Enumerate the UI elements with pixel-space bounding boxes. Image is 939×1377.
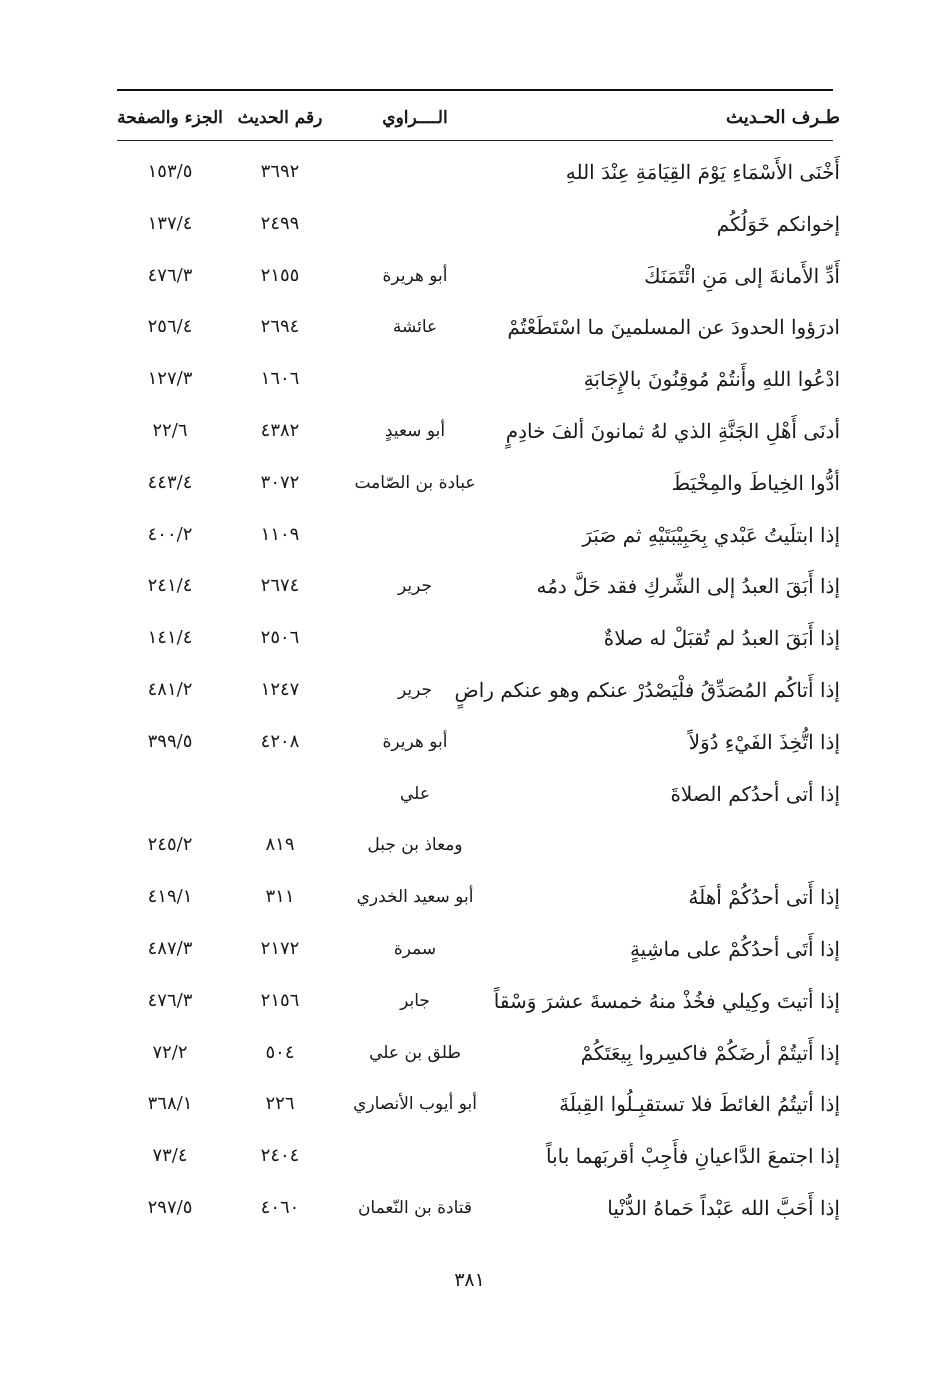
narrator: أبو هريرة: [382, 265, 448, 286]
volume-page: ٤٤٣/٤: [147, 471, 193, 493]
volume-page: ٧٢/٢: [152, 1041, 188, 1063]
hadith-text: إذا أتى أحدُكم الصلاةَ: [670, 781, 840, 806]
table-row: [110, 720, 840, 772]
volume-page: ٢٢/٦: [152, 419, 188, 441]
hadith-text: أدنَى أَهْلِ الجَنَّةِ الذي لهُ ثمانونَ ألفَ خادِمٍ: [505, 418, 840, 443]
volume-page: ٤٨٧/٣: [147, 937, 193, 959]
hadith-number: ٨١٩: [265, 834, 295, 856]
narrator: جرير: [398, 576, 432, 597]
volume-page: ٢٩٧/٥: [147, 1196, 193, 1218]
table-header: [110, 100, 840, 136]
table-row: [110, 1031, 840, 1083]
hadith-text: إذا أَحَبَّ الله عَبْداً حَماهُ الدُّنْيا: [607, 1195, 840, 1220]
volume-page: [110, 776, 230, 812]
hadith-text: أَخْنَى الأَسْمَاءِ يَوْمَ القِيَامَةِ عِنْدَ اللهِ: [565, 160, 840, 184]
hadith-text: إذا أَبَقَ العبدُ لم تُقبَلْ له صلاةٌ: [603, 626, 840, 651]
narrator: أبو هريرة: [382, 731, 448, 752]
hadith-number: ٤٢٠٨: [260, 730, 300, 752]
header-number: رقم الحديث: [237, 108, 323, 128]
volume-page: ٤٧٦/٣: [147, 264, 193, 286]
narrator: [335, 1138, 495, 1174]
narrator: سمرة: [393, 938, 437, 959]
narrator: جابر: [400, 990, 430, 1011]
hadith-text: إخوانكم خَوَلُكُم: [716, 211, 840, 236]
table-row: [110, 150, 840, 202]
table-row: [110, 927, 840, 979]
narrator: قتادة بن النّعمان: [357, 1197, 473, 1218]
table-row: [110, 305, 840, 357]
table-row: [110, 616, 840, 668]
table-row: [110, 357, 840, 409]
narrator: طلق بن علي: [369, 1042, 461, 1063]
volume-page: ٧٣/٤: [152, 1145, 188, 1167]
table-row: [110, 1082, 840, 1134]
narrator: عبادة بن الصّامت: [354, 472, 476, 493]
volume-page: ٤٨١/٢: [147, 678, 193, 700]
hadith-number: ١٦٠٦: [260, 368, 300, 390]
table-row: [110, 202, 840, 254]
narrator: أبو أيوب الأنصاري: [353, 1094, 477, 1115]
narrator: عائشة: [392, 317, 438, 338]
hadith-text: ادْعُوا اللهِ وأَنتُمْ مُوقِنُونَ بالإِجَابَةِ: [583, 367, 840, 392]
narrator: [335, 206, 495, 242]
volume-page: ٤٠٠/٢: [147, 523, 193, 545]
table-row: [110, 772, 840, 824]
hadith-text: إذا أتيتَ وكِيلي فخُذْ منهُ خمسةَ عشرَ وَسْقاً: [493, 988, 840, 1013]
hadith-number: ٢٤٠٤: [260, 1145, 300, 1167]
volume-page: ٢٤١/٤: [147, 575, 193, 597]
table-row: [110, 254, 840, 306]
hadith-number: ٢١٥٥: [260, 264, 300, 286]
header-rawi: الــــراوي: [382, 108, 448, 128]
table-row: [110, 461, 840, 513]
hadith-number: ٥٠٤: [265, 1041, 295, 1063]
narrator: ومعاذ بن جبل: [367, 835, 463, 856]
table-row: [110, 513, 840, 565]
header-hadith: طـرف الحـديث: [726, 107, 840, 128]
hadith-number: ٤٠٦٠: [260, 1196, 300, 1218]
table-row: [110, 875, 840, 927]
volume-page: ١٣٧/٤: [147, 212, 193, 234]
hadith-index-table: [110, 150, 840, 1238]
hadith-text: إذا اجتمعَ الدَّاعيانِ فأَجِبْ أقربَهما باباً: [546, 1144, 840, 1169]
volume-page: ٢٤٥/٢: [147, 834, 193, 856]
narrator: [335, 620, 495, 656]
table-row: [110, 979, 840, 1031]
hadith-number: ٢١٧٢: [260, 937, 300, 959]
hadith-text: إذا أَتى أحدُكُمْ أهلَهُ: [688, 885, 840, 910]
table-row: [110, 668, 840, 720]
hadith-text: إذا أَتَى أحدُكُمْ على ماشِيةٍ: [629, 936, 840, 961]
volume-page: ١٤١/٤: [147, 627, 193, 649]
hadith-text: أدُّوا الخِياطَ والمِخْيَطَ: [671, 470, 840, 495]
volume-page: ٢٥٦/٤: [147, 316, 193, 338]
hadith-number: ٣١١: [265, 886, 295, 908]
narrator: [335, 517, 495, 553]
hadith-number: ١١٠٩: [260, 523, 300, 545]
volume-page: ٣٩٩/٥: [147, 730, 193, 752]
header-volume-page: الجزء والصفحة: [117, 108, 223, 128]
hadith-number: ٣٦٩٢: [260, 161, 300, 182]
hadith-text: إذا أَبَقَ العبدُ إلى الشِّركِ فقد حَلَّ دمُه: [536, 574, 840, 599]
volume-page: ٣٦٨/١: [147, 1093, 193, 1115]
hadith-number: ٢٦٧٤: [260, 575, 300, 597]
page-number: ٣٨١: [454, 1269, 485, 1291]
hadith-text: إذا أتيتُمُ الغائطَ فلا تستقبِـلُوا القِبلَةَ: [559, 1092, 840, 1117]
volume-page: ٤٧٦/٣: [147, 989, 193, 1011]
volume-page: ٤١٩/١: [147, 886, 193, 908]
top-rule: [117, 89, 833, 91]
hadith-number: ٣٠٧٢: [260, 471, 300, 493]
narrator: جرير: [398, 679, 432, 700]
volume-page: ١٢٧/٣: [147, 368, 193, 390]
header-rule: [117, 140, 833, 141]
narrator: [335, 154, 495, 190]
hadith-text: إذا أَتيتُمْ أرضَكُمْ فاكسِروا بِيعَتَكُمْ: [580, 1040, 840, 1065]
narrator: أبو سعيدٍ: [384, 420, 446, 441]
hadith-number: ٢٢٦: [265, 1093, 295, 1115]
hadith-text: إذا ابتلَيتُ عَبْدي بِحَبِيْبَتَيْهِ ثم صَبَرَ: [582, 522, 840, 547]
hadith-number: ٢١٥٦: [260, 989, 300, 1011]
hadith-number: ٢٥٠٦: [260, 627, 300, 649]
table-row: [110, 1134, 840, 1186]
hadith-number: ٤٣٨٢: [260, 419, 300, 441]
table-row: [110, 409, 840, 461]
narrator: [335, 361, 495, 397]
hadith-text: إذا اتُّخِذَ الفَيْءِ دُوَلاً: [688, 729, 840, 754]
hadith-number: ٢٦٩٤: [260, 316, 300, 338]
hadith-text: إذا أَتاكُم المُصَدِّقُ فلْيَصْدُرْ عنكم وهو عنكم راضٍ: [454, 677, 840, 702]
hadith-number: ٢٤٩٩: [260, 212, 300, 234]
hadith-text: ادرَؤوا الحدودَ عن المسلمينَ ما اسْتَطَعْتُمْ: [507, 315, 840, 340]
volume-page: ١٥٣/٥: [147, 161, 193, 182]
narrator: علي: [400, 783, 430, 804]
hadith-text: أَدِّ الأَمانةَ إلى مَنِ ائْتَمَنَكَ: [644, 263, 840, 288]
hadith-number: ١٢٤٧: [260, 678, 300, 700]
hadith-number: [230, 776, 330, 812]
table-row: [110, 564, 840, 616]
table-row: [110, 1186, 840, 1238]
narrator: أبو سعيد الخدري: [356, 887, 474, 908]
table-row: [110, 823, 840, 875]
